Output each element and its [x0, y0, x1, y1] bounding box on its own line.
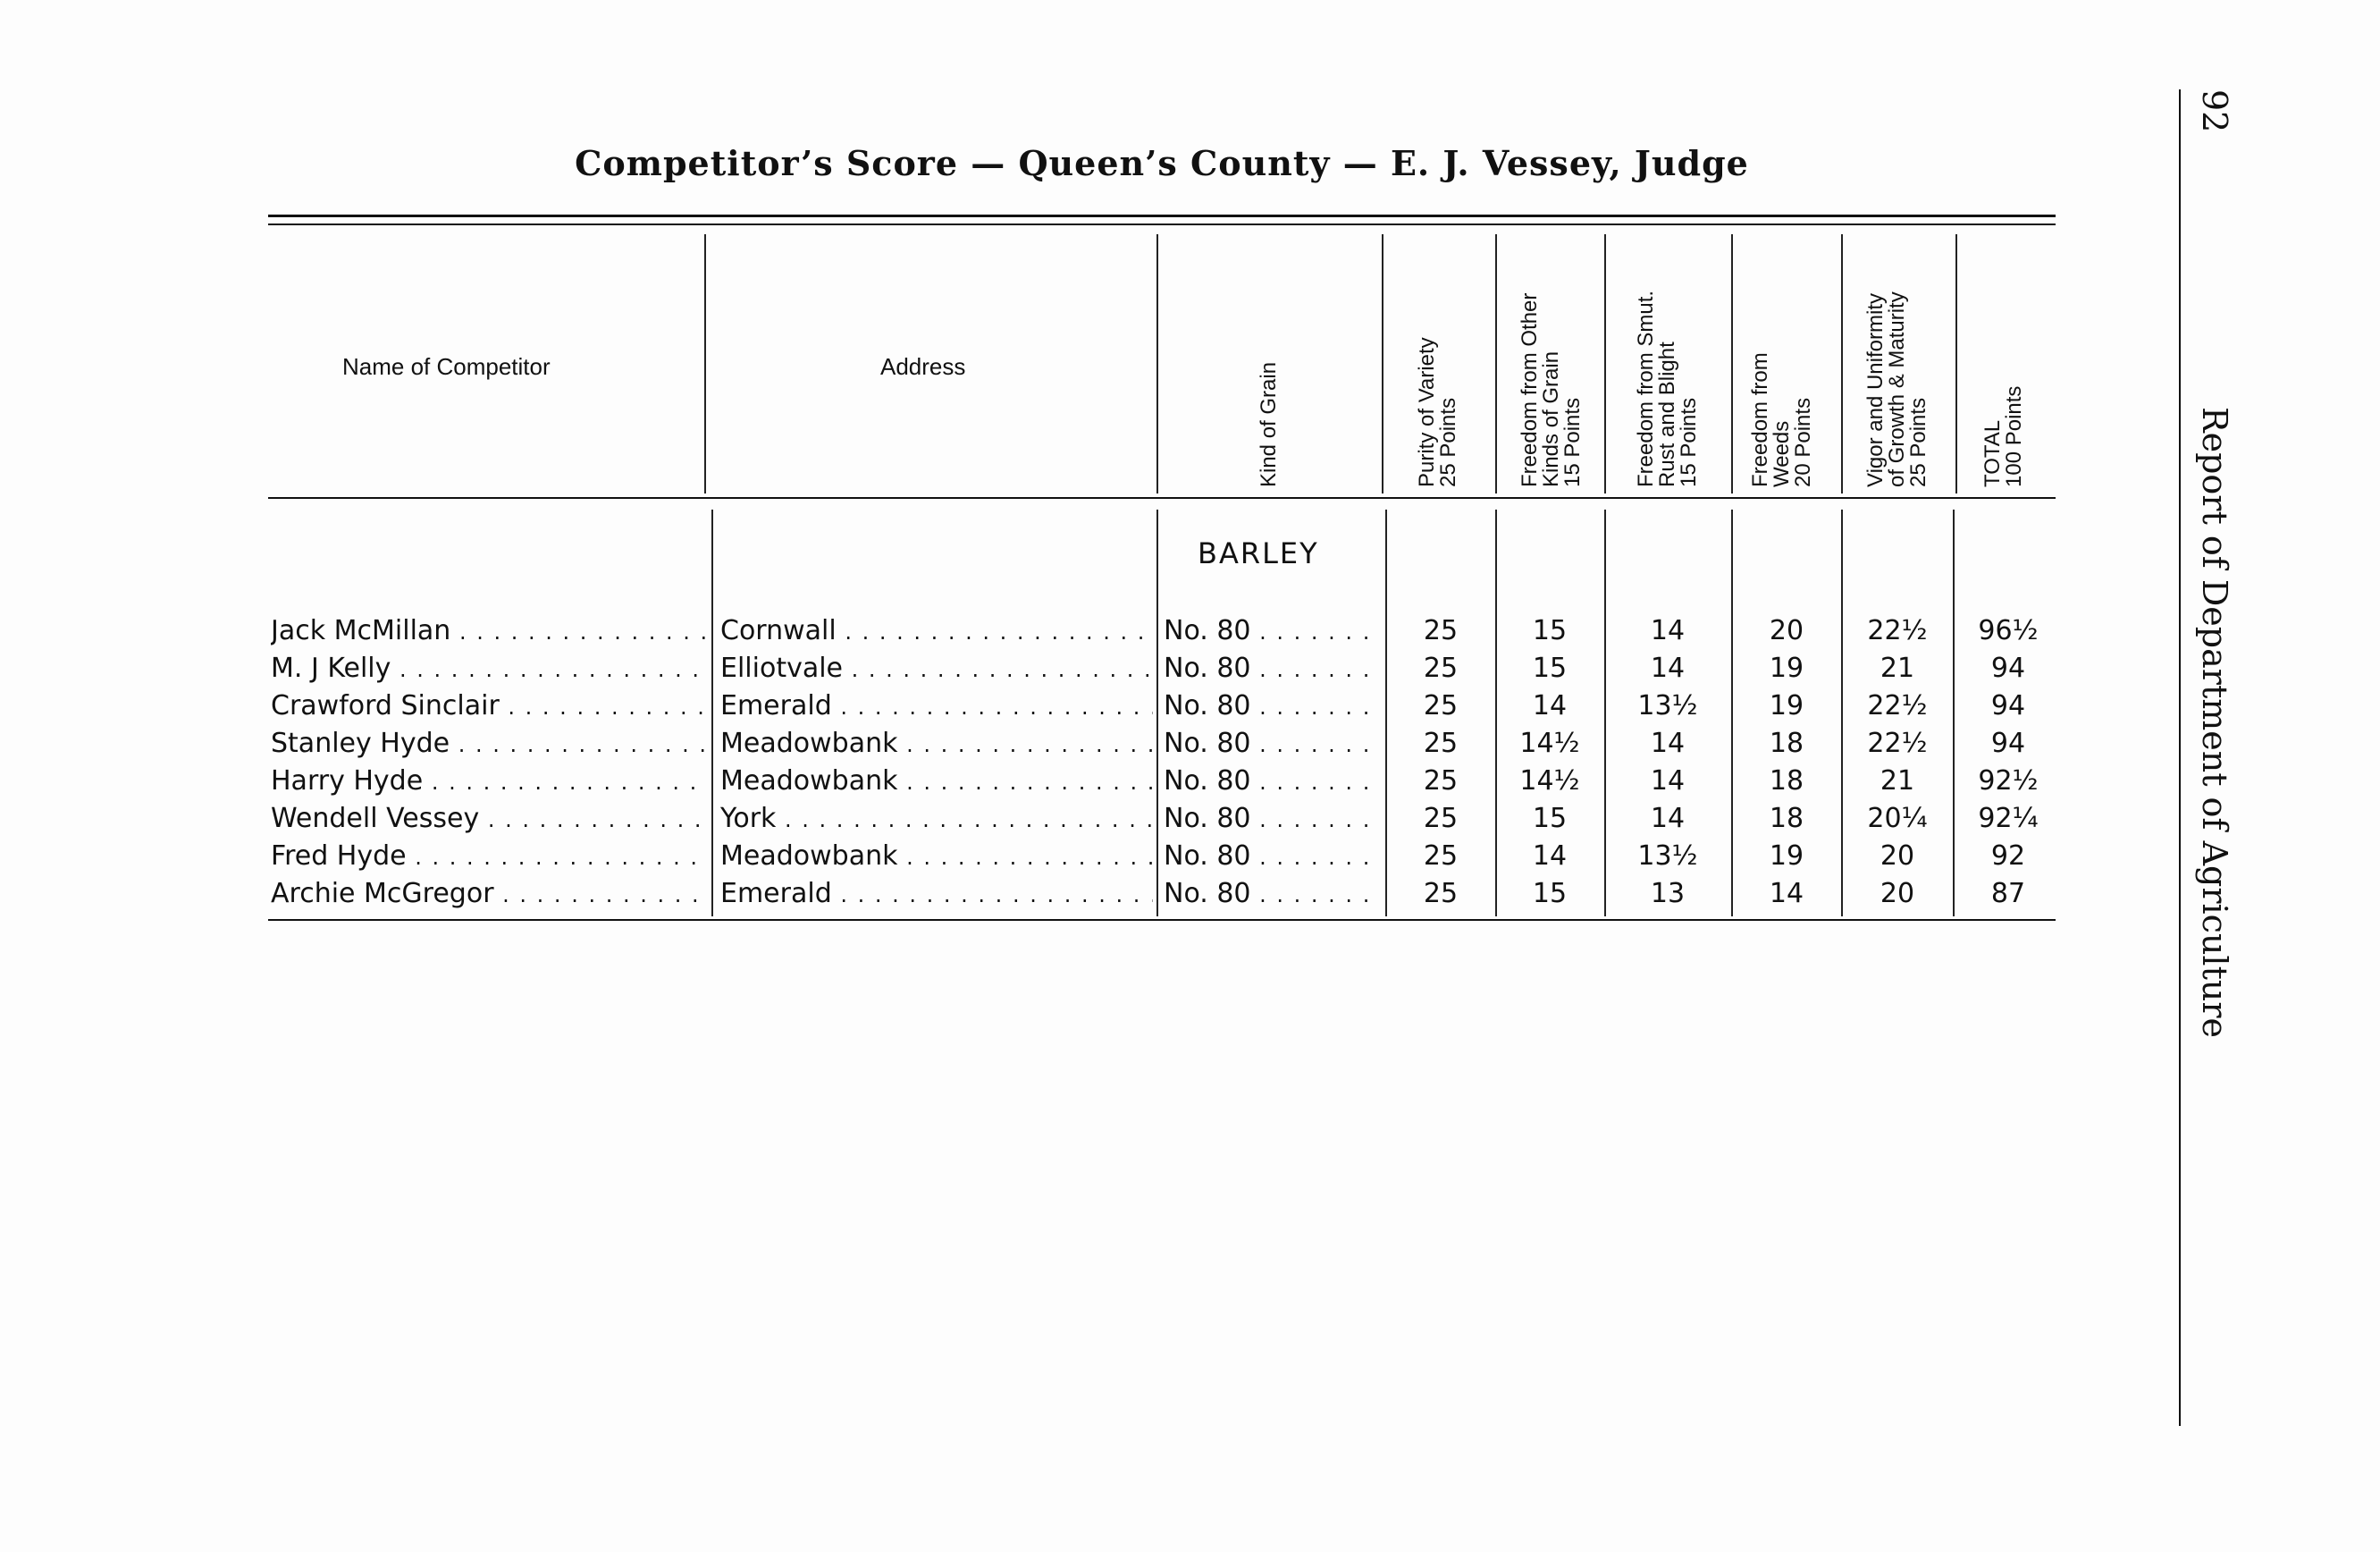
header-purity: Purity of Variety 25 Points	[1415, 337, 1460, 487]
competitor-address: York . . .	[720, 800, 1153, 838]
table-row	[0, 763, 2380, 800]
top-rule-second	[268, 224, 2056, 225]
purity-score: 25	[1423, 878, 1459, 909]
column-divider	[1604, 234, 1606, 493]
top-rule	[268, 215, 2056, 217]
other-kinds-score: 15	[1532, 653, 1568, 684]
kind-of-grain: No. 80 . . .	[1164, 763, 1382, 800]
competitor-address: Emerald . . .	[720, 687, 1153, 725]
competitor-name: Harry Hyde . . .	[271, 763, 705, 800]
vigor-score: 22½	[1867, 615, 1928, 646]
vigor-score: 20	[1880, 878, 1915, 909]
weeds-score: 19	[1769, 690, 1804, 721]
other-kinds-score: 14	[1532, 840, 1568, 872]
weeds-score: 18	[1769, 803, 1804, 834]
purity-score: 25	[1423, 615, 1459, 646]
kind-of-grain: No. 80 . . .	[1164, 800, 1382, 838]
competitor-address: Cornwall . . .	[720, 612, 1153, 650]
column-divider	[1841, 234, 1843, 493]
header-freedom-smut: Freedom from Smut. Rust and Blight 15 Points	[1634, 290, 1701, 487]
section-barley: BARLEY	[1198, 536, 1319, 570]
weeds-score: 18	[1769, 728, 1804, 759]
competitor-name: Fred Hyde . . .	[271, 838, 705, 875]
competitor-address: Meadowbank . . .	[720, 763, 1153, 800]
smut-score: 14	[1650, 728, 1686, 759]
competitor-name: Stanley Hyde . . .	[271, 725, 705, 763]
competitor-name: Crawford Sinclair . . .	[271, 687, 705, 725]
total-score: 96½	[1978, 615, 2039, 646]
header-kind-of-grain: Kind of Grain	[1257, 361, 1281, 487]
other-kinds-score: 15	[1532, 615, 1568, 646]
smut-score: 14	[1650, 615, 1686, 646]
kind-of-grain: No. 80 . . .	[1164, 650, 1382, 687]
other-kinds-score: 14	[1532, 690, 1568, 721]
header-rule	[268, 497, 2056, 499]
header-vigor: Vigor and Uniformity of Growth & Maturity 25 Points	[1863, 291, 1930, 487]
vigor-score: 21	[1880, 653, 1915, 684]
table-row	[0, 687, 2380, 725]
table-row	[0, 725, 2380, 763]
vigor-score: 21	[1880, 765, 1915, 797]
bottom-rule	[268, 919, 2056, 921]
header-total: TOTAL 100 Points	[1981, 385, 2026, 487]
total-score: 87	[1990, 878, 2026, 909]
kind-of-grain: No. 80 . . .	[1164, 838, 1382, 875]
purity-score: 25	[1423, 653, 1459, 684]
table-row	[0, 650, 2380, 687]
competitor-address: Elliotvale . . .	[720, 650, 1153, 687]
weeds-score: 19	[1769, 653, 1804, 684]
competitor-name: Jack McMillan . . .	[271, 612, 705, 650]
table-row	[0, 800, 2380, 838]
header-name: Name of Competitor	[342, 353, 551, 380]
total-score: 94	[1990, 690, 2026, 721]
kind-of-grain: No. 80 . . .	[1164, 875, 1382, 913]
table-row	[0, 838, 2380, 875]
smut-score: 13	[1650, 878, 1686, 909]
vigor-score: 20	[1880, 840, 1915, 872]
purity-score: 25	[1423, 803, 1459, 834]
smut-score: 14	[1650, 803, 1686, 834]
column-divider	[704, 234, 706, 493]
running-head: Report of Department of Agriculture	[2195, 407, 2234, 1038]
competitor-address: Meadowbank . . .	[720, 725, 1153, 763]
purity-score: 25	[1423, 728, 1459, 759]
header-freedom-other: Freedom from Other Kinds of Grain 15 Points	[1518, 292, 1585, 487]
total-score: 94	[1990, 653, 2026, 684]
column-divider	[1731, 234, 1733, 493]
other-kinds-score: 14½	[1519, 765, 1580, 797]
column-divider	[1156, 234, 1158, 493]
kind-of-grain: No. 80 . . .	[1164, 725, 1382, 763]
table-row	[0, 875, 2380, 913]
weeds-score: 14	[1769, 878, 1804, 909]
kind-of-grain: No. 80 . . .	[1164, 687, 1382, 725]
table-row	[0, 612, 2380, 650]
other-kinds-score: 15	[1532, 878, 1568, 909]
other-kinds-score: 15	[1532, 803, 1568, 834]
smut-score: 13½	[1637, 690, 1698, 721]
kind-of-grain: No. 80 . . .	[1164, 612, 1382, 650]
column-divider	[1955, 234, 1957, 493]
competitor-name: Archie McGregor . . .	[271, 875, 705, 913]
purity-score: 25	[1423, 690, 1459, 721]
purity-score: 25	[1423, 765, 1459, 797]
competitor-address: Emerald . . .	[720, 875, 1153, 913]
competitor-address: Meadowbank . . .	[720, 838, 1153, 875]
competitor-name: M. J Kelly . . .	[271, 650, 705, 687]
competitor-name: Wendell Vessey . . .	[271, 800, 705, 838]
total-score: 94	[1990, 728, 2026, 759]
smut-score: 13½	[1637, 840, 1698, 872]
weeds-score: 20	[1769, 615, 1804, 646]
weeds-score: 19	[1769, 840, 1804, 872]
vigor-score: 22½	[1867, 690, 1928, 721]
total-score: 92¼	[1978, 803, 2039, 834]
purity-score: 25	[1423, 840, 1459, 872]
smut-score: 14	[1650, 653, 1686, 684]
vigor-score: 22½	[1867, 728, 1928, 759]
column-divider	[1495, 234, 1497, 493]
total-score: 92	[1990, 840, 2026, 872]
other-kinds-score: 14½	[1519, 728, 1580, 759]
smut-score: 14	[1650, 765, 1686, 797]
header-address: Address	[880, 353, 966, 380]
table-title: Competitor’s Score — Queen’s County — E. J. Vessey, Judge	[575, 143, 1749, 183]
weeds-score: 18	[1769, 765, 1804, 797]
page-number: 92	[2195, 89, 2234, 133]
column-divider	[1382, 234, 1383, 493]
total-score: 92½	[1978, 765, 2039, 797]
header-freedom-weeds: Freedom from Weeds 20 Points	[1748, 352, 1815, 487]
vigor-score: 20¼	[1867, 803, 1928, 834]
margin-rule	[2179, 89, 2181, 1426]
